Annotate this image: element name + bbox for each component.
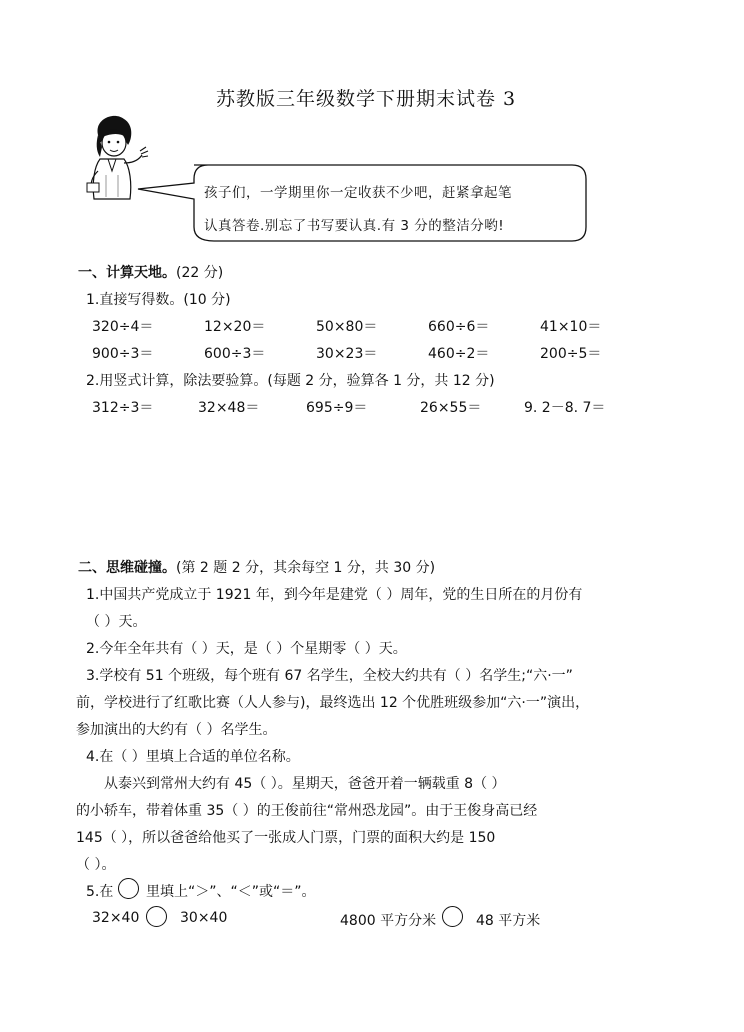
s2-q5-label-post: 里填上“＞”、“＜”或“＝”。 — [146, 884, 316, 900]
exercise-1-9: 460÷2＝ — [428, 346, 490, 362]
exercise-2-1: 312÷3＝ — [92, 400, 154, 416]
section-1-title: 一、计算天地。 — [78, 265, 176, 281]
s2-q4-line1: 从泰兴到常州大约有 45（ ）。星期天，爸爸开着一辆载重 8（ ） — [104, 776, 506, 792]
answer-circle-1[interactable] — [146, 906, 167, 927]
s2-q4-line2: 的小轿车，带着体重 35（ ）的王俊前往“常州恐龙园”。由于王俊身高已经 — [76, 803, 538, 819]
exercise-1-5: 41×10＝ — [540, 319, 602, 335]
exercise-1-3: 50×80＝ — [316, 319, 378, 335]
section-2-score: (第 2 题 2 分，其余每空 1 分，共 30 分) — [176, 560, 436, 576]
s2-q5-item2-right: 48 平方米 — [476, 913, 541, 929]
exercise-1-7: 600÷3＝ — [204, 346, 266, 362]
s2-q4-line4: （ ）。 — [76, 857, 116, 873]
bubble-line-1: 孩子们，一学期里你一定收获不少吧，赶紧拿起笔 — [204, 185, 512, 201]
s2-q3-line2: 前，学校进行了红歌比赛（人人参与)，最终选出 12 个优胜班级参加“六·一”演出， — [76, 695, 590, 711]
s2-q5-item1-left: 32×40 — [92, 910, 140, 926]
q1-label: 1.直接写得数。(10 分) — [86, 292, 231, 308]
s2-q1-line1: 1.中国共产党成立于 1921 年，到今年是建党（ ）周年，党的生日所在的月份有 — [86, 587, 583, 603]
bubble-line-2: 认真答卷.别忘了书写要认真.有 3 分的整洁分哟! — [204, 218, 505, 234]
exercise-2-5: 9. 2－8. 7＝ — [524, 400, 606, 416]
s2-q5-label-pre: 5.在 — [86, 884, 114, 900]
section-1-heading — [78, 262, 223, 282]
s2-q5-item1-right: 30×40 — [180, 910, 228, 926]
section-1-score: (22 分) — [176, 265, 224, 281]
s2-q5-item2-left: 4800 平方分米 — [340, 913, 437, 929]
exercise-2-2: 32×48＝ — [198, 400, 260, 416]
s2-q3-line1: 3.学校有 51 个班级，每个班有 67 名学生，全校大约共有（ ）名学生;“六·一” — [86, 668, 573, 684]
answer-circle-2[interactable] — [442, 906, 463, 927]
s2-q4-line3: 145（ ），所以爸爸给他买了一张成人门票，门票的面积大约是 150 — [76, 830, 496, 846]
exercise-1-8: 30×23＝ — [316, 346, 378, 362]
answer-circle-example — [118, 878, 139, 899]
page-title: 苏教版三年级数学下册期末试卷 3 — [216, 88, 517, 110]
exercise-1-2: 12×20＝ — [204, 319, 266, 335]
exercise-1-6: 900÷3＝ — [92, 346, 154, 362]
s2-q4-label: 4.在（ ）里填上合适的单位名称。 — [86, 749, 300, 765]
section-2-title: 二、思维碰撞。 — [78, 560, 176, 576]
exercise-1-10: 200÷5＝ — [540, 346, 602, 362]
s2-q3-line3: 参加演出的大约有（ ）名学生。 — [76, 722, 277, 738]
s2-q2: 2.今年全年共有（ ）天，是（ ）个星期零（ ）天。 — [86, 641, 407, 657]
q2-label: 2.用竖式计算，除法要验算。(每题 2 分，验算各 1 分，共 12 分) — [86, 373, 495, 389]
exercise-2-4: 26×55＝ — [420, 400, 482, 416]
section-2-heading — [78, 557, 435, 577]
exercise-1-1: 320÷4＝ — [92, 319, 154, 335]
exercise-2-3: 695÷9＝ — [306, 400, 368, 416]
s2-q1-line2: （ ）天。 — [86, 614, 147, 630]
exercise-1-4: 660÷6＝ — [428, 319, 490, 335]
